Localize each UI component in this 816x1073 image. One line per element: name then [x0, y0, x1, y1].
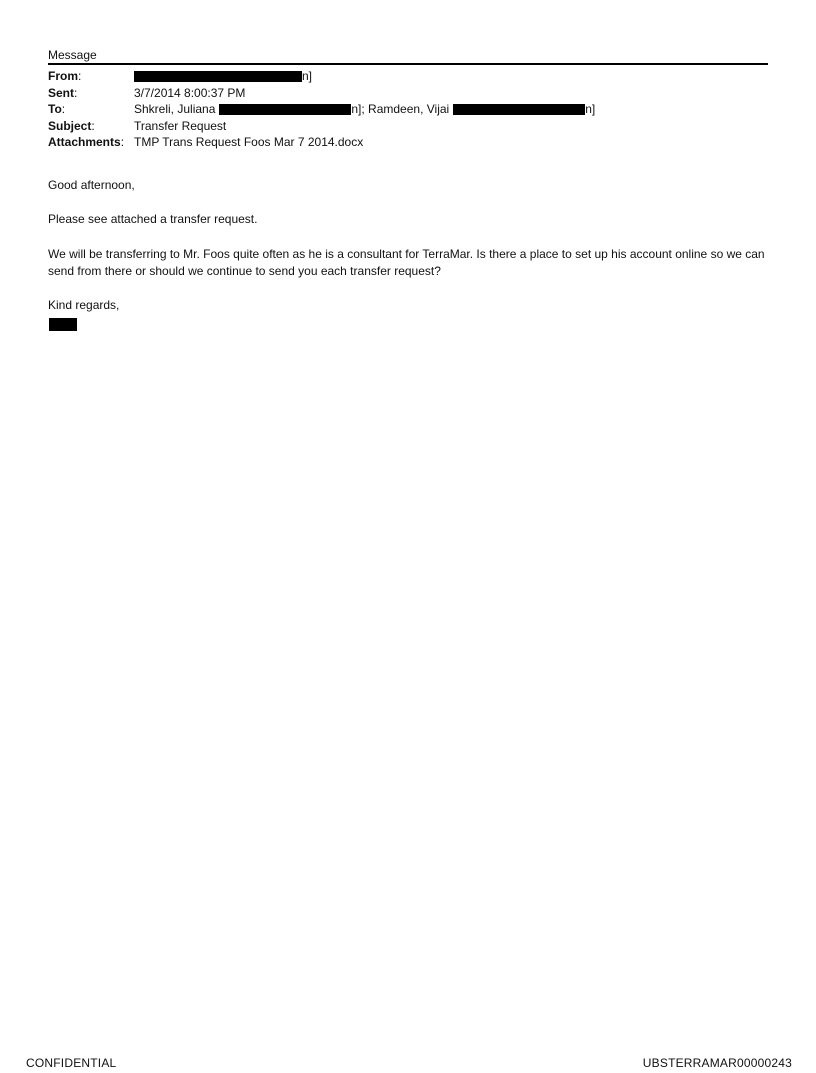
recipient-separator: n]; Ramdeen, Vijai — [351, 102, 450, 117]
redaction-bar — [219, 104, 351, 115]
from-suffix: n] — [302, 69, 313, 84]
header-divider — [48, 63, 768, 65]
subject-value: Transfer Request — [134, 118, 227, 133]
attachments-row — [48, 134, 595, 151]
body-line-2: We will be transferring to Mr. Foos quite often as he is a consultant for TerraMar. Is there a place to set up his account online so we can send from there or should we continue to send you each transfer request? — [48, 247, 765, 278]
attachment-filename: TMP Trans Request Foos Mar 7 2014.docx — [134, 135, 364, 150]
redaction-bar — [134, 71, 302, 82]
from-value — [134, 68, 312, 84]
document-type-label: Message — [48, 48, 97, 62]
sent-label: Sent: — [48, 85, 78, 100]
closing: Kind regards, — [48, 298, 120, 312]
to-value — [134, 101, 595, 117]
signature-redaction-bar — [49, 318, 77, 331]
subject-label: Subject: — [48, 118, 95, 133]
body-line-1: Please see attached a transfer request. — [48, 212, 258, 226]
to-label: To: — [48, 102, 66, 117]
attachments-label: Attachments: — [48, 135, 125, 150]
greeting: Good afternoon, — [48, 178, 135, 192]
confidential-footer: CONFIDENTIAL — [26, 1056, 117, 1070]
recipient-suffix: n] — [585, 102, 596, 117]
redaction-bar — [453, 104, 585, 115]
from-label: From: — [48, 69, 82, 84]
sent-value: 3/7/2014 8:00:37 PM — [134, 85, 246, 100]
from-row — [48, 68, 595, 85]
recipient-name: Shkreli, Juliana — [134, 102, 216, 117]
subject-row — [48, 118, 595, 135]
bates-number: UBSTERRAMAR00000243 — [642, 1056, 792, 1070]
email-header-block — [48, 68, 595, 151]
to-row — [48, 101, 595, 118]
sent-row — [48, 85, 595, 102]
